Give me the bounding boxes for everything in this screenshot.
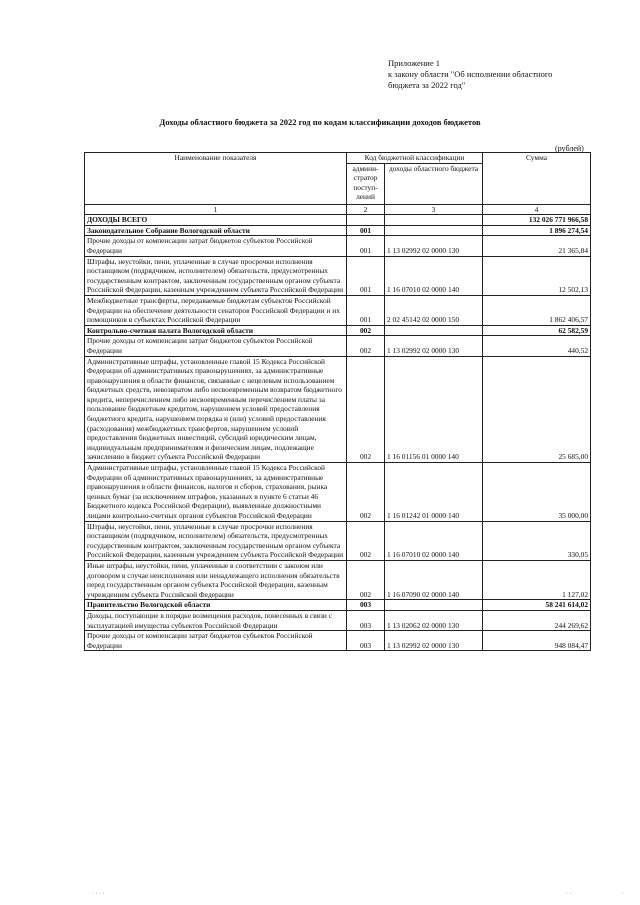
row-sum: 1 862 406,57 [483,295,591,325]
row-sum: 440,52 [483,336,591,356]
table-row [85,295,591,325]
row-sum: 21 365,84 [483,236,591,256]
appendix-line-2: к закону области "Об исполнении областного [388,69,553,79]
row-name: Штрафы, неустойки, пени, уплаченные в случае просрочки исполнения поставщиком (подрядчиком, исполнителем) обязательств, предусмотренных государственным контрактом, заключенным государственным органом субъекта Российской Федерации, казенным учреждением субъекта Российской Федерации [85,256,347,295]
header-name: Наименование показателя [85,153,347,205]
row-sum: 12 502,13 [483,256,591,295]
document-title: Доходы областного бюджета за 2022 год по кодам классификации доходов бюджетов [159,117,481,127]
footer-scan-mark-left: · · · · [92,891,105,897]
row-name: Контрольно-счетная палата Вологодской области [85,325,347,336]
row-income-code: 1 13 02992 02 0000 130 [385,631,483,651]
row-income-code: 1 16 01156 01 0000 140 [385,356,483,463]
row-admin-code: 002 [347,336,385,356]
table-row [85,215,591,226]
appendix-line-3: бюджета за 2022 год" [388,80,466,90]
table-row [85,236,591,256]
row-sum: 35 000,00 [483,463,591,522]
row-admin-code: 002 [347,463,385,522]
column-number-2: 2 [347,204,385,215]
row-income-code: 1 16 01242 01 0000 140 [385,463,483,522]
row-income-code: 1 16 07010 02 0000 140 [385,521,483,560]
row-name: Иные штрафы, неустойки, пени, уплаченные в соответствии с законом или договором в случае неисполнения или ненадлежащего исполнения обязательств перед государственным органом субъекта Российской Федерации, казенным учреждением субъекта Российской Федерации [85,560,347,599]
table-row [85,610,591,630]
income-table [84,152,591,651]
row-sum: 244 269,62 [483,610,591,630]
row-sum: 948 084,47 [483,631,591,651]
row-name: Доходы, поступающие в порядке возмещения расходов, понесенных в связи с эксплуатацией имущества субъектов Российской Федерации [85,610,347,630]
table-row [85,336,591,356]
row-income-code [385,325,483,336]
row-admin-code: 002 [347,560,385,599]
row-income-code [385,215,483,226]
row-income-code: 1 13 02992 02 0000 130 [385,236,483,256]
column-number-3: 3 [385,204,483,215]
row-name: Административные штрафы, установленные главой 15 Кодекса Российской Федерации об административных правонарушениях, за административные правонарушения в области финансов, связанные с нецелевым использованием бюджетных средств, невозвратом либо несвоевременным возвратом бюджетного кредита, неперечислением либо несвоевременным перечислением платы за пользование бюджетным кредитом, нарушением условий предоставления бюджетного кредита, нарушением порядка и (или) условий предоставления (расходования) межбюджетных трансфертов, нарушением условий предоставления бюджетных инвестиций, субсидий юридическим лицам, индивидуальным предпринимателям и физическим лицам, подлежащие зачислению в бюджет субъекта Российской Федерации [85,356,347,463]
table-row [85,325,591,336]
footer-scan-mark-right: · · [566,891,572,897]
row-admin-code: 002 [347,325,385,336]
appendix-line-1: Приложение 1 [388,58,440,68]
row-name: Прочие доходы от компенсации затрат бюджетов субъектов Российской Федерации [85,236,347,256]
row-admin-code: 001 [347,256,385,295]
row-admin-code: 003 [347,600,385,611]
row-income-code: 1 13 02992 02 0000 130 [385,336,483,356]
row-name: ДОХОДЫ ВСЕГО [85,215,347,226]
row-income-code: 1 13 02062 02 0000 130 [385,610,483,630]
row-admin-code: 003 [347,610,385,630]
header-code-group: Код бюджетной классификации [347,153,483,164]
column-number-row [85,204,591,215]
row-admin-code: 002 [347,356,385,463]
row-sum: 330,05 [483,521,591,560]
table-row [85,600,591,611]
row-sum: 1 896 274,54 [483,225,591,236]
row-name: Прочие доходы от компенсации затрат бюджетов субъектов Российской Федерации [85,631,347,651]
row-sum: 132 026 771 966,58 [483,215,591,226]
row-sum: 25 685,00 [483,356,591,463]
row-admin-code: 001 [347,236,385,256]
row-name: Прочие доходы от компенсации затрат бюджетов субъектов Российской Федерации [85,336,347,356]
header-sum: Сумма [483,153,591,205]
row-name: Административные штрафы, установленные главой 15 Кодекса Российской Федерации об административных правонарушениях, за административные правонарушения в области финансов, налогов и сборов, страхования, рынка ценных бумаг (за исключением штрафов, указанных в пункте 6 статьи 46 Бюджетного кодекса Российской Федерации), выявленные должностными лицами контрольно-счетных органов субъектов Российской Федерации [85,463,347,522]
row-admin-code: 001 [347,225,385,236]
row-income-code: 1 16 07010 02 0000 140 [385,256,483,295]
row-income-code: 1 16 07090 02 0000 140 [385,560,483,599]
header-admin: админи-стратор поступ-лений [347,163,385,204]
row-sum: 58 241 614,02 [483,600,591,611]
table-row [85,356,591,463]
row-name: Законодательное Собрание Вологодской области [85,225,347,236]
row-admin-code: 002 [347,521,385,560]
row-admin-code: 001 [347,295,385,325]
table-row [85,560,591,599]
row-income-code: 2 02 45142 02 0000 150 [385,295,483,325]
table-header-row [85,153,591,164]
row-name: Правительство Вологодской области [85,600,347,611]
row-name: Штрафы, неустойки, пени, уплаченные в случае просрочки исполнения поставщиком (подрядчиком, исполнителем) обязательств, предусмотренных государственным контрактом, заключенным государственным органом субъекта Российской Федерации, казенным учреждением субъекта Российской Федерации [85,521,347,560]
row-income-code [385,600,483,611]
units-label: (рублей) [555,144,584,153]
appendix-note [388,58,608,91]
row-income-code [385,225,483,236]
row-admin-code: 003 [347,631,385,651]
table-row [85,463,591,522]
row-sum: 62 582,59 [483,325,591,336]
table-row [85,225,591,236]
row-name: Межбюджетные трансферты, передаваемые бюджетам субъектов Российской Федерации на обеспечение деятельности сенаторов Российской Федерации и их помощников в субъектах Российской Федерации [85,295,347,325]
row-sum: 1 127,02 [483,560,591,599]
table-row [85,631,591,651]
row-admin-code [347,215,385,226]
table-row [85,256,591,295]
column-number-4: 4 [483,204,591,215]
header-income: доходы областного бюджета [385,163,483,204]
table-row [85,521,591,560]
column-number-1: 1 [85,204,347,215]
footer-scan-mark-edge: · [622,891,624,897]
table-body [85,215,591,651]
